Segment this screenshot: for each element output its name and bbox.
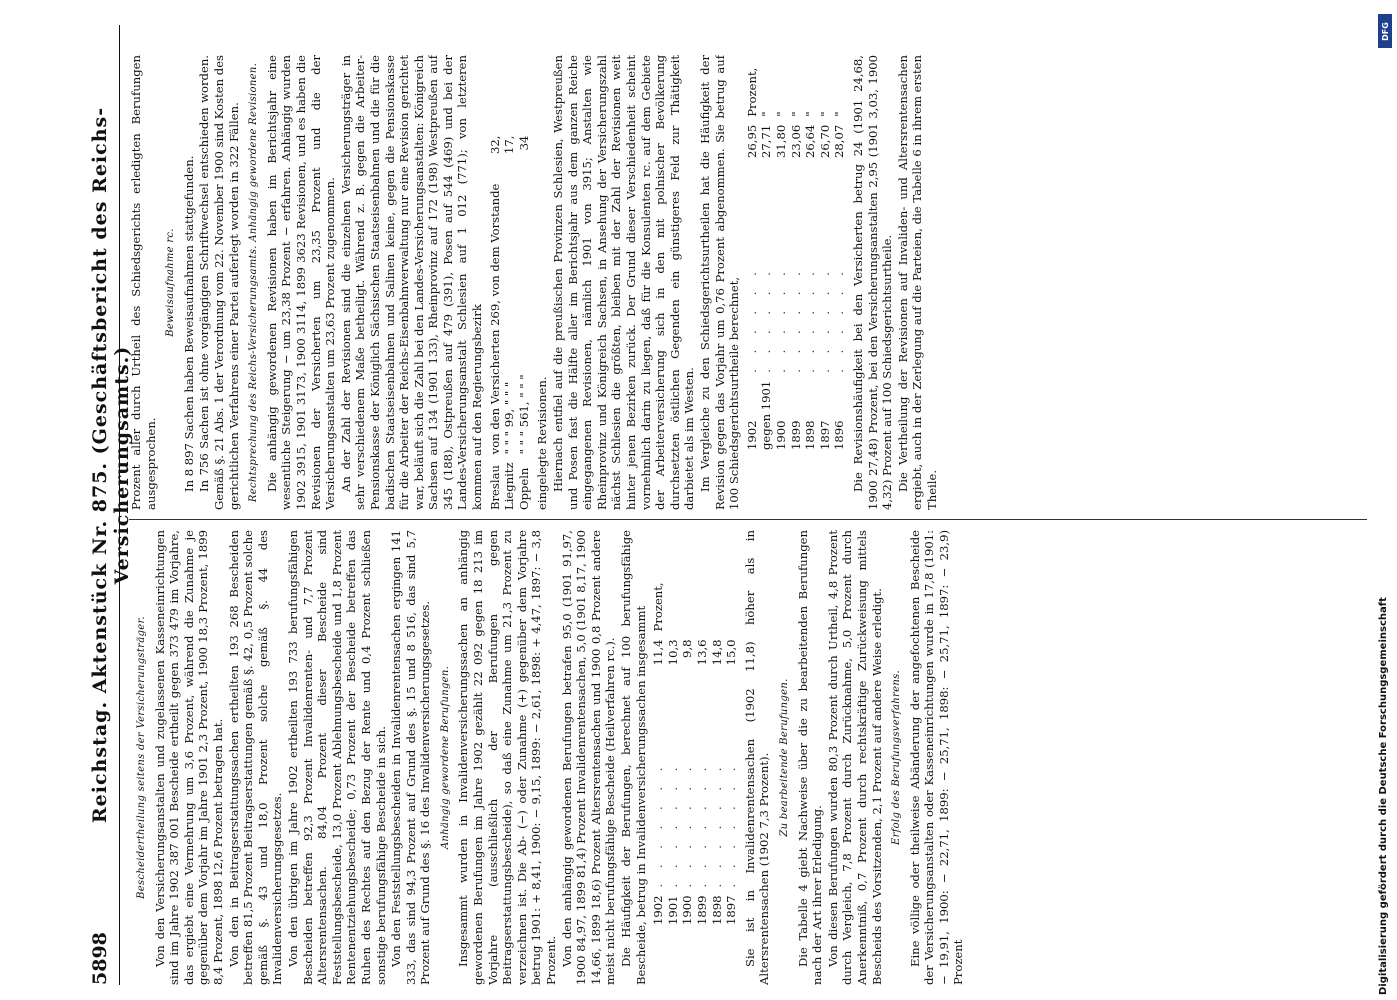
table-row: 1900 . . . . . . 31,80 "	[773, 111, 788, 450]
table-row: 1899 . . . . . . 23,06 "	[788, 111, 803, 450]
table-row: 1897 . . . . . . . 15,0	[724, 639, 739, 925]
table-row: 1898 . . . . . . 26,64 "	[803, 111, 818, 450]
section-heading: Anhängig gewordene Berufungen.	[439, 665, 451, 850]
left-column	[129, 530, 1367, 985]
paragraph: Die Häufigkeit der Berufungen, berechnet auf 100 berufungsfähige Bescheide, betrug in Invalidenversicherungssachen insgesammt	[619, 530, 648, 985]
table-row: 1897 . . . . . . 26,70 "	[817, 111, 832, 450]
section-heading: Rechtsprechung des Reichs-Versicherungsamts. Anhängig gewordene Revisionen.	[248, 62, 260, 503]
section-heading: Bescheidertheilung seitens der Versicherungsträger.	[136, 616, 147, 899]
paragraph: Sie ist in Invalidenrentensachen (1902 11,8) höher als in Altersrentensachen (1902 7,3 Prozent).	[742, 530, 772, 985]
page-number: 5898	[89, 932, 111, 985]
page-header	[85, 25, 133, 985]
digitization-note: Digitalisierung gefördert durch die Deutsche Forschungsgemeinschaft	[1378, 597, 1389, 995]
paragraph: eingelegte Revisionen.	[535, 376, 550, 510]
section-heading: Zu bearbeitende Berufungen.	[778, 678, 790, 837]
table-row: 1902 . . . . . . . 11,4 Prozent,	[651, 582, 666, 925]
table-row: Oppeln " " " 561, " " " 34	[516, 135, 531, 510]
paragraph: Die Revisionshäufigkeit bei den Versicherten betrug 24 (1901 24,68, 1900 27,48) Prozent, bei den Versicherungsanstalten 2,95 (1901 3,03, 1900 4,32) Prozent auf 100 Schiedsgerichtsurtheile.	[850, 55, 895, 510]
district-revisions-table	[488, 128, 532, 510]
table-row: Breslau von den Versicherten 269, von dem Vorstande 32,	[487, 135, 502, 510]
table-row: Liegnitz " " " 99, " " " 17,	[502, 135, 517, 510]
table-row: 1896 . . . . . . 28,07 "	[832, 111, 847, 450]
paragraph: Die anhängig gewordenen Revisionen haben im Berichtsjahr eine wesentliche Steigerung − um 23,38 Prozent − erfahren. Anhängig wurden 1902 3915, 1901 3173, 1900 3114, 1899 3623 Revisionen, und es haben die Revisionen der Versicherten um 23,35 Prozent und die der Versicherungsanstalten um 23,63 Prozent zugenommen.	[264, 55, 338, 510]
paragraph: Von den Versicherungsanstalten und zugelassenen Kasseneinrichtungen sind im Jahre 1902 387 001 Bescheide ertheilt gegen 373 479 im Vorjahre, das ergiebt eine Vermehrung um 3,6 Prozent, während die Zunahme je gegenüber dem Vorjahr im Jahre 1901 2,3 Prozent, 1900 18,3 Prozent, 1899 8,4 Prozent, 1898 12,6 Prozent betragen hat.	[152, 530, 225, 985]
paragraph: Von den Feststellungsbescheiden in Invalidenrentensachen ergingen 141 333, das sind 94,3 Prozent auf Grund des §. 15 und 8 516, das sind 5,7 Prozent auf Grund des §. 16 des Invalidenversicherungsgesetzes.	[389, 530, 433, 985]
table-row: 1899 . . . . . . . 13,6	[694, 639, 709, 925]
paragraph: Hiernach entfiel auf die preußischen Provinzen Schlesien, Westpreußen und Posen fast die Hälfte aller im Berichtsjahr aus dem ganzen Reiche eingegangenen Revisionen, nämlich 1901 von 3915; Anstalten wie Rheinprovinz und Königreich Sachsen, in Ansehung der Versicherungszahl nächst Schlesien die größten, bleiben mit der Zahl der Revisionen weit hinter jenen Bezirken zurück. Der Grund dieser Verschiedenheit scheint vornehmlich darin zu liegen, daß für die Konsulenten rc. auf dem Gebiete der Arbeiterversicherung sich in den mit polnischer Bevölkerung durchsetzten östlichen Gegenden ein günstigeres Feld zur Thätigkeit darbietet als im Westen.	[551, 55, 697, 510]
section-heading: Erfolg des Berufungsverfahrens.	[891, 670, 903, 846]
paragraph: An der Zahl der Revisionen sind die einzelnen Versicherungsträger in sehr verschiedenem Maße betheiligt. Während z. B. gegen die Arbeiter-Pensionskasse der Königlich Sächsischen Staatseisenbahnen und die für die badischen Staatseisenbahnen und Salinen keine, gegen die Pensionskasse für die Arbeiter der Reichs-Eisenbahnverwaltung nur eine Revision gerichtet war, beläuft sich die Zahl bei den Landes-Versicherungsanstalten: Königreich Sachsen auf 134 (1901 133), Rheinprovinz auf 172 (198) Westpreußen auf 345 (188), Ostpreußen auf 479 (391), Posen auf 544 (469) und bei der Landes-Versicherungsanstalt Schlesien auf 1 012 (771); von letzteren kommen auf den Regierungsbezirk	[338, 55, 485, 510]
table-row: 1898 . . . . . . . 14,8	[709, 639, 724, 925]
revision-frequency-table	[745, 60, 847, 450]
paragraph: Von den in Beitragserstattungssachen ertheilten 193 268 Bescheiden betreffen 81,5 Prozent Beitragserstattungen gemäß §. 42, 0,5 Prozent solche gemäß §. 43 und 18,0 Prozent solche gemäß §. 44 des Invalidenversicherungsgesetzes.	[226, 530, 285, 985]
table-row: 1901 . . . . . . . 10,3	[665, 639, 680, 925]
running-title: Reichstag. Aktenstück Nr. 875. (Geschäftsbericht des Reichs-Versicherungsamts.)	[89, 106, 133, 824]
table-row: 1900 . . . . . . . 9,8	[680, 639, 695, 925]
column-divider	[129, 519, 1367, 520]
dfg-logo: DFG	[1378, 14, 1392, 48]
paragraph: Insgesammt wurden in Invalidenversicherungssachen an anhängig gewordenen Berufungen im Jahre 1902 gezählt 22 092 gegen 18 213 im Vorjahre (ausschließlich der Berufungen gegen Beitragserstattungsbescheide), so daß eine Zunahme um 21,3 Prozent zu verzeichnen ist. Die Ab- (−) oder Zunahme (+) gegenüber dem Vorjahre betrug 1901: + 8,41, 1900: − 9,15, 1899: − 2,61, 1898: + 4,47, 1897: − 3,8 Prozent.	[456, 530, 559, 985]
right-column	[129, 55, 1367, 510]
section-heading: Beweisaufnahme rc.	[165, 228, 177, 337]
paragraph: Von den anhängig gewordenen Berufungen betrafen 95,0 (1901 91,97, 1900 84,97, 1899 81,4) Prozent Invalidenrentensachen, 5,0 (1901 8,17, 1900 14,66, 1899 18,6) Prozent Altersrentensachen und 1900 0,8 Prozent andere meist nicht berufungsfähige Bescheide (Heilverfahren rc.).	[559, 530, 618, 985]
paragraph: Die Tabelle 4 giebt Nachweise über die zu bearbeitenden Berufungen nach der Art ihrer Erledigung.	[795, 530, 825, 985]
paragraph: Die Vertheilung der Revisionen auf Invaliden- und Altersrentensachen ergiebt, auch in der Zerlegung auf die Parteien, die Tabelle 6 in ihrem ersten Theile.	[895, 55, 939, 510]
paragraph: Im Vergleiche zu den Schiedsgerichtsurtheilen hat die Häufigkeit der Revision gegen das Vorjahr um 0,76 Prozent abgenommen. Sie betrug auf 100 Schiedsgerichtsurtheile berechnet,	[697, 55, 742, 510]
paragraph: In 8 897 Sachen haben Beweisaufnahmen stattgefunden.	[181, 155, 196, 492]
paragraph: In 756 Sachen ist ohne vorgängigen Schriftwechsel entschieden worden. Gemäß §. 21 Abs. 1 der Verordnung vom 22. November 1900 sind Kosten des gerichtlichen Verfahrens einer Partei auferlegt worden in 322 Fällen.	[197, 55, 241, 510]
appeal-frequency-table	[651, 574, 739, 925]
paragraph: Von den übrigen im Jahre 1902 ertheilten 193 733 berufungsfähigen Bescheiden betreffen 92,3 Prozent Invalidenrenten- und 7,7 Prozent Altersrentensachen. 84,04 Prozent dieser Bescheide sind Feststellungsbescheide, 13,0 Prozent Ablehnungsbescheide und 1,8 Prozent Rentenentziehungsbescheide; 0,73 Prozent der Bescheide betreffen das Ruhen des Rechtes auf den Bezug der Rente und 0,4 Prozent schließen sonstige berufungsfähige Bescheide in sich.	[285, 530, 388, 985]
paragraph: Von diesen Berufungen wurden 80,3 Prozent durch Urtheil, 4,8 Prozent durch Vergleich, 7,8 Prozent durch Zurücknahme, 5,0 Prozent durch Anerkenntniß, 0,7 Prozent durch rechtskräftige Zurückweisung mittels Bescheids des Vorsitzenden, 2,1 Prozent auf andere Weise erledigt.	[825, 530, 884, 985]
paragraph: Prozent aller durch Urtheil des Schiedsgerichts erledigten Berufungen ausgesprochen.	[129, 55, 158, 510]
rotated-page	[85, 25, 1375, 985]
table-row: gegen 1901 . . . . . . 27,71 "	[759, 111, 774, 450]
paragraph: Eine völlige oder theilweise Abänderung der angefochtenen Bescheide der Versicherungsanstalten oder Kasseneinrichtungen wurde in 17,8 (1901: − 19,91, 1900: − 22,71, 1899: − 25,71, 1898: − 25,71, 1897: − 23,9) Prozent	[907, 530, 966, 985]
table-row: 1902 . . . . . . 26,95 Prozent,	[744, 67, 759, 450]
